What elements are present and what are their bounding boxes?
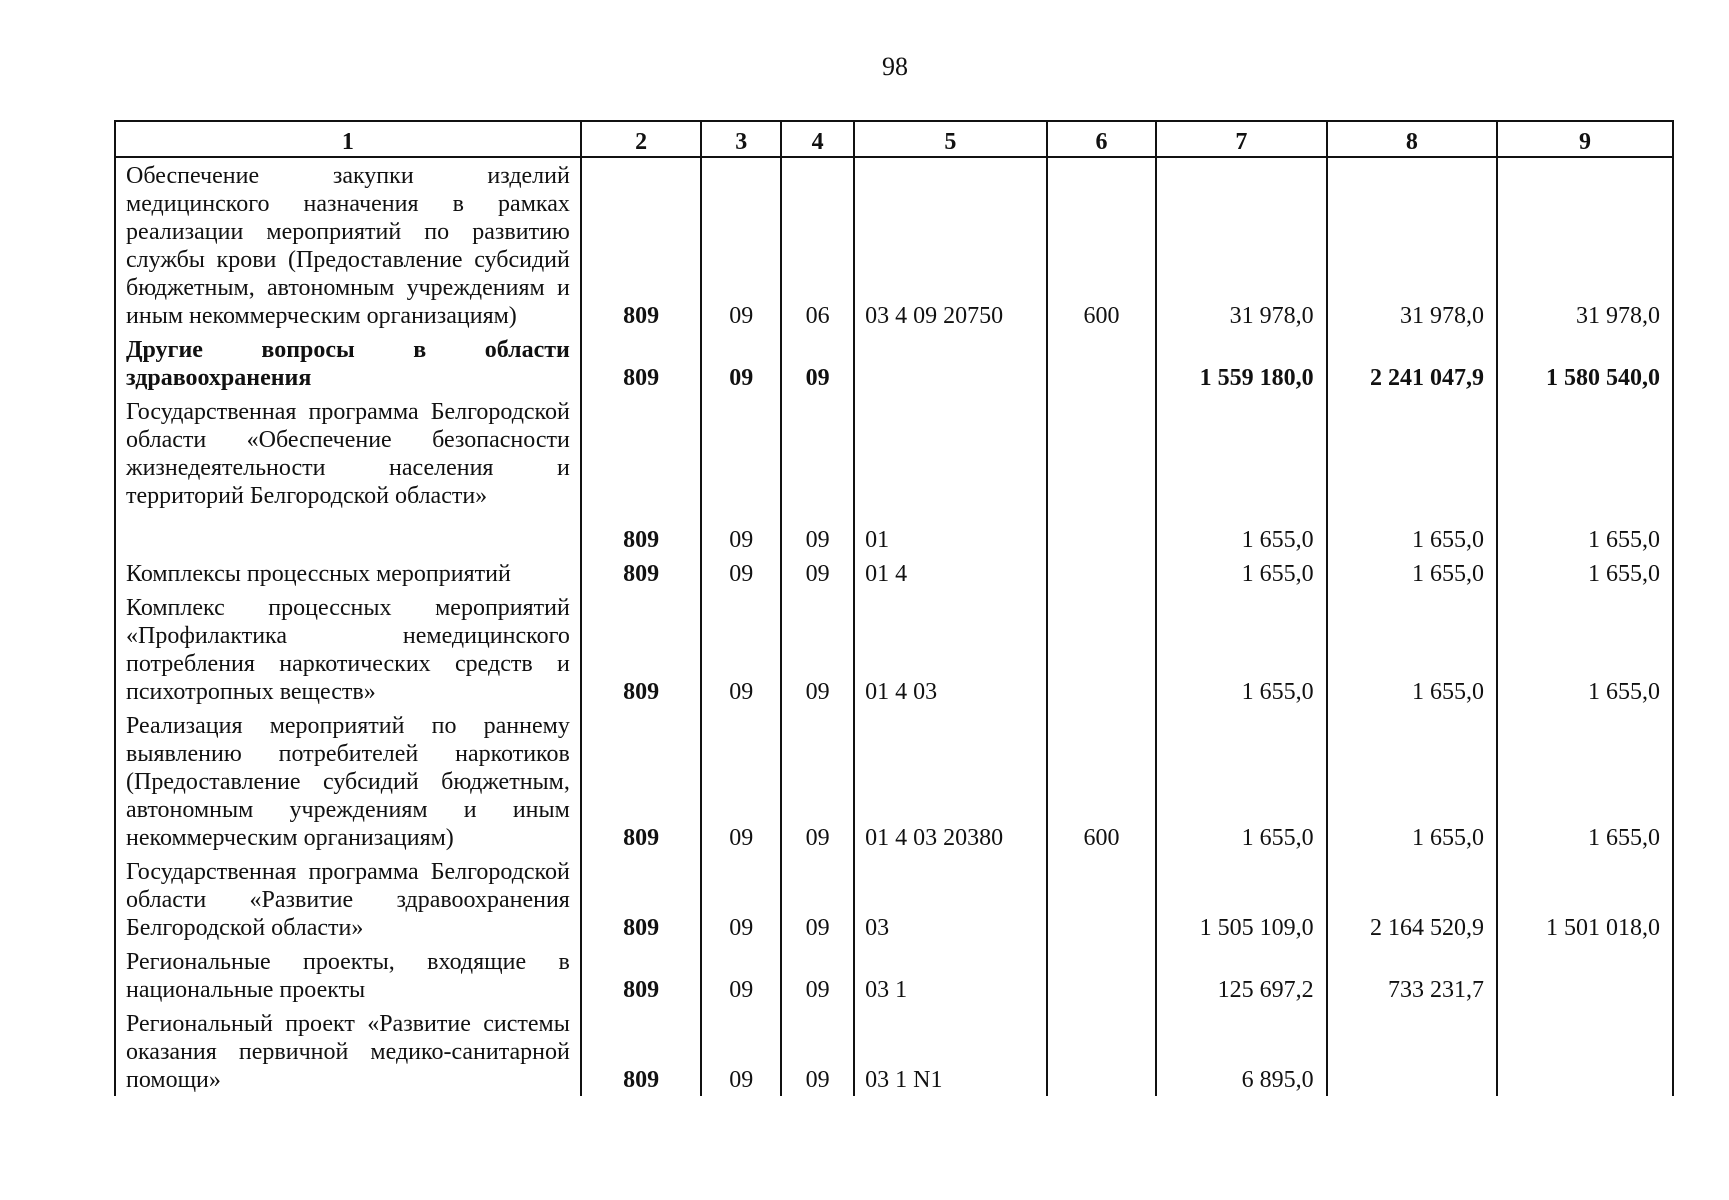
table-row	[115, 332, 1673, 394]
row-gkbs-code: 809	[581, 556, 702, 590]
row-gkbs-code: 809	[581, 394, 702, 556]
row-gkbs-code: 809	[581, 708, 702, 854]
row-amount-year-3: 1 501 018,0	[1497, 854, 1673, 944]
table-row	[115, 394, 1673, 556]
row-amount-year-3: 1 580 540,0	[1497, 332, 1673, 394]
row-expense-type	[1047, 854, 1157, 944]
table-row	[115, 944, 1673, 1006]
row-expense-type	[1047, 1006, 1157, 1096]
row-target-article: 03 1	[854, 944, 1047, 1006]
table-header-row	[115, 121, 1673, 157]
row-amount-year-2: 2 241 047,9	[1327, 332, 1497, 394]
row-amount-year-3: 1 655,0	[1497, 394, 1673, 556]
row-amount-year-1: 1 655,0	[1156, 708, 1326, 854]
row-amount-year-2: 1 655,0	[1327, 590, 1497, 708]
table-row	[115, 708, 1673, 854]
row-gkbs-code: 809	[581, 157, 702, 332]
row-name: Другие вопросы в области здравоохранения	[115, 332, 581, 394]
row-section-code: 09	[701, 556, 781, 590]
row-amount-year-1: 6 895,0	[1156, 1006, 1326, 1096]
row-amount-year-2: 2 164 520,9	[1327, 854, 1497, 944]
row-amount-year-2	[1327, 1006, 1497, 1096]
header-col-5: 5	[854, 121, 1047, 157]
header-col-9: 9	[1497, 121, 1673, 157]
row-section-code: 09	[701, 944, 781, 1006]
row-target-article: 01 4 03 20380	[854, 708, 1047, 854]
row-amount-year-2: 1 655,0	[1327, 708, 1497, 854]
row-target-article	[854, 332, 1047, 394]
row-name: Государственная программа Белгородской области «Развитие здравоохранения Белгородской области»	[115, 854, 581, 944]
row-amount-year-3	[1497, 944, 1673, 1006]
header-col-4: 4	[781, 121, 854, 157]
row-amount-year-1: 125 697,2	[1156, 944, 1326, 1006]
row-name: Государственная программа Белгородской области «Обеспечение безопасности жизнедеятельности населения и территорий Белгородской области»	[115, 394, 581, 556]
row-gkbs-code: 809	[581, 854, 702, 944]
row-name: Обеспечение закупки изделий медицинского назначения в рамках реализации мероприятий по развитию службы крови (Предоставление субсидий бюджетным, автономным учреждениям и иным некоммерческим организациям)	[115, 157, 581, 332]
header-col-2: 2	[581, 121, 702, 157]
row-amount-year-2: 1 655,0	[1327, 556, 1497, 590]
row-subsection-code: 09	[781, 1006, 854, 1096]
row-name: Комплекс процессных мероприятий «Профилактика немедицинского потребления наркотических средств и психотропных веществ»	[115, 590, 581, 708]
row-expense-type: 600	[1047, 157, 1157, 332]
row-gkbs-code: 809	[581, 944, 702, 1006]
table-row	[115, 590, 1673, 708]
header-col-7: 7	[1156, 121, 1326, 157]
row-gkbs-code: 809	[581, 332, 702, 394]
row-target-article: 03 1 N1	[854, 1006, 1047, 1096]
table-row	[115, 157, 1673, 332]
header-col-1: 1	[115, 121, 581, 157]
row-name: Региональные проекты, входящие в национальные проекты	[115, 944, 581, 1006]
row-target-article: 01 4	[854, 556, 1047, 590]
row-gkbs-code: 809	[581, 590, 702, 708]
row-amount-year-3: 1 655,0	[1497, 556, 1673, 590]
row-expense-type: 600	[1047, 708, 1157, 854]
row-subsection-code: 09	[781, 708, 854, 854]
row-expense-type	[1047, 590, 1157, 708]
row-gkbs-code: 809	[581, 1006, 702, 1096]
row-target-article: 03 4 09 20750	[854, 157, 1047, 332]
row-subsection-code: 09	[781, 556, 854, 590]
header-col-6: 6	[1047, 121, 1157, 157]
table-row	[115, 1006, 1673, 1096]
row-section-code: 09	[701, 854, 781, 944]
row-section-code: 09	[701, 394, 781, 556]
row-target-article: 01	[854, 394, 1047, 556]
row-target-article: 03	[854, 854, 1047, 944]
row-section-code: 09	[701, 332, 781, 394]
row-amount-year-3: 1 655,0	[1497, 590, 1673, 708]
row-amount-year-1: 1 505 109,0	[1156, 854, 1326, 944]
row-name: Комплексы процессных мероприятий	[115, 556, 581, 590]
row-subsection-code: 09	[781, 590, 854, 708]
row-amount-year-3	[1497, 1006, 1673, 1096]
page-number: 98	[882, 52, 908, 81]
table-body	[115, 157, 1673, 1096]
row-name: Реализация мероприятий по раннему выявлению потребителей наркотиков (Предоставление субсидий бюджетным, автономным учреждениям и иным некоммерческим организациям)	[115, 708, 581, 854]
header-col-8: 8	[1327, 121, 1497, 157]
table-row	[115, 854, 1673, 944]
row-section-code: 09	[701, 157, 781, 332]
row-expense-type	[1047, 556, 1157, 590]
budget-table	[114, 120, 1674, 1096]
row-subsection-code: 09	[781, 944, 854, 1006]
row-amount-year-1: 1 655,0	[1156, 556, 1326, 590]
row-name: Региональный проект «Развитие системы оказания первичной медико-санитарной помощи»	[115, 1006, 581, 1096]
row-amount-year-2: 1 655,0	[1327, 394, 1497, 556]
row-target-article: 01 4 03	[854, 590, 1047, 708]
table-row	[115, 556, 1673, 590]
row-subsection-code: 06	[781, 157, 854, 332]
row-amount-year-1: 1 655,0	[1156, 590, 1326, 708]
row-amount-year-3: 31 978,0	[1497, 157, 1673, 332]
row-amount-year-3: 1 655,0	[1497, 708, 1673, 854]
row-subsection-code: 09	[781, 854, 854, 944]
row-expense-type	[1047, 332, 1157, 394]
row-expense-type	[1047, 944, 1157, 1006]
row-section-code: 09	[701, 590, 781, 708]
row-subsection-code: 09	[781, 332, 854, 394]
row-section-code: 09	[701, 708, 781, 854]
row-amount-year-1: 1 655,0	[1156, 394, 1326, 556]
row-subsection-code: 09	[781, 394, 854, 556]
row-amount-year-2: 31 978,0	[1327, 157, 1497, 332]
row-amount-year-1: 1 559 180,0	[1156, 332, 1326, 394]
row-amount-year-1: 31 978,0	[1156, 157, 1326, 332]
header-col-3: 3	[701, 121, 781, 157]
row-expense-type	[1047, 394, 1157, 556]
row-amount-year-2: 733 231,7	[1327, 944, 1497, 1006]
row-section-code: 09	[701, 1006, 781, 1096]
